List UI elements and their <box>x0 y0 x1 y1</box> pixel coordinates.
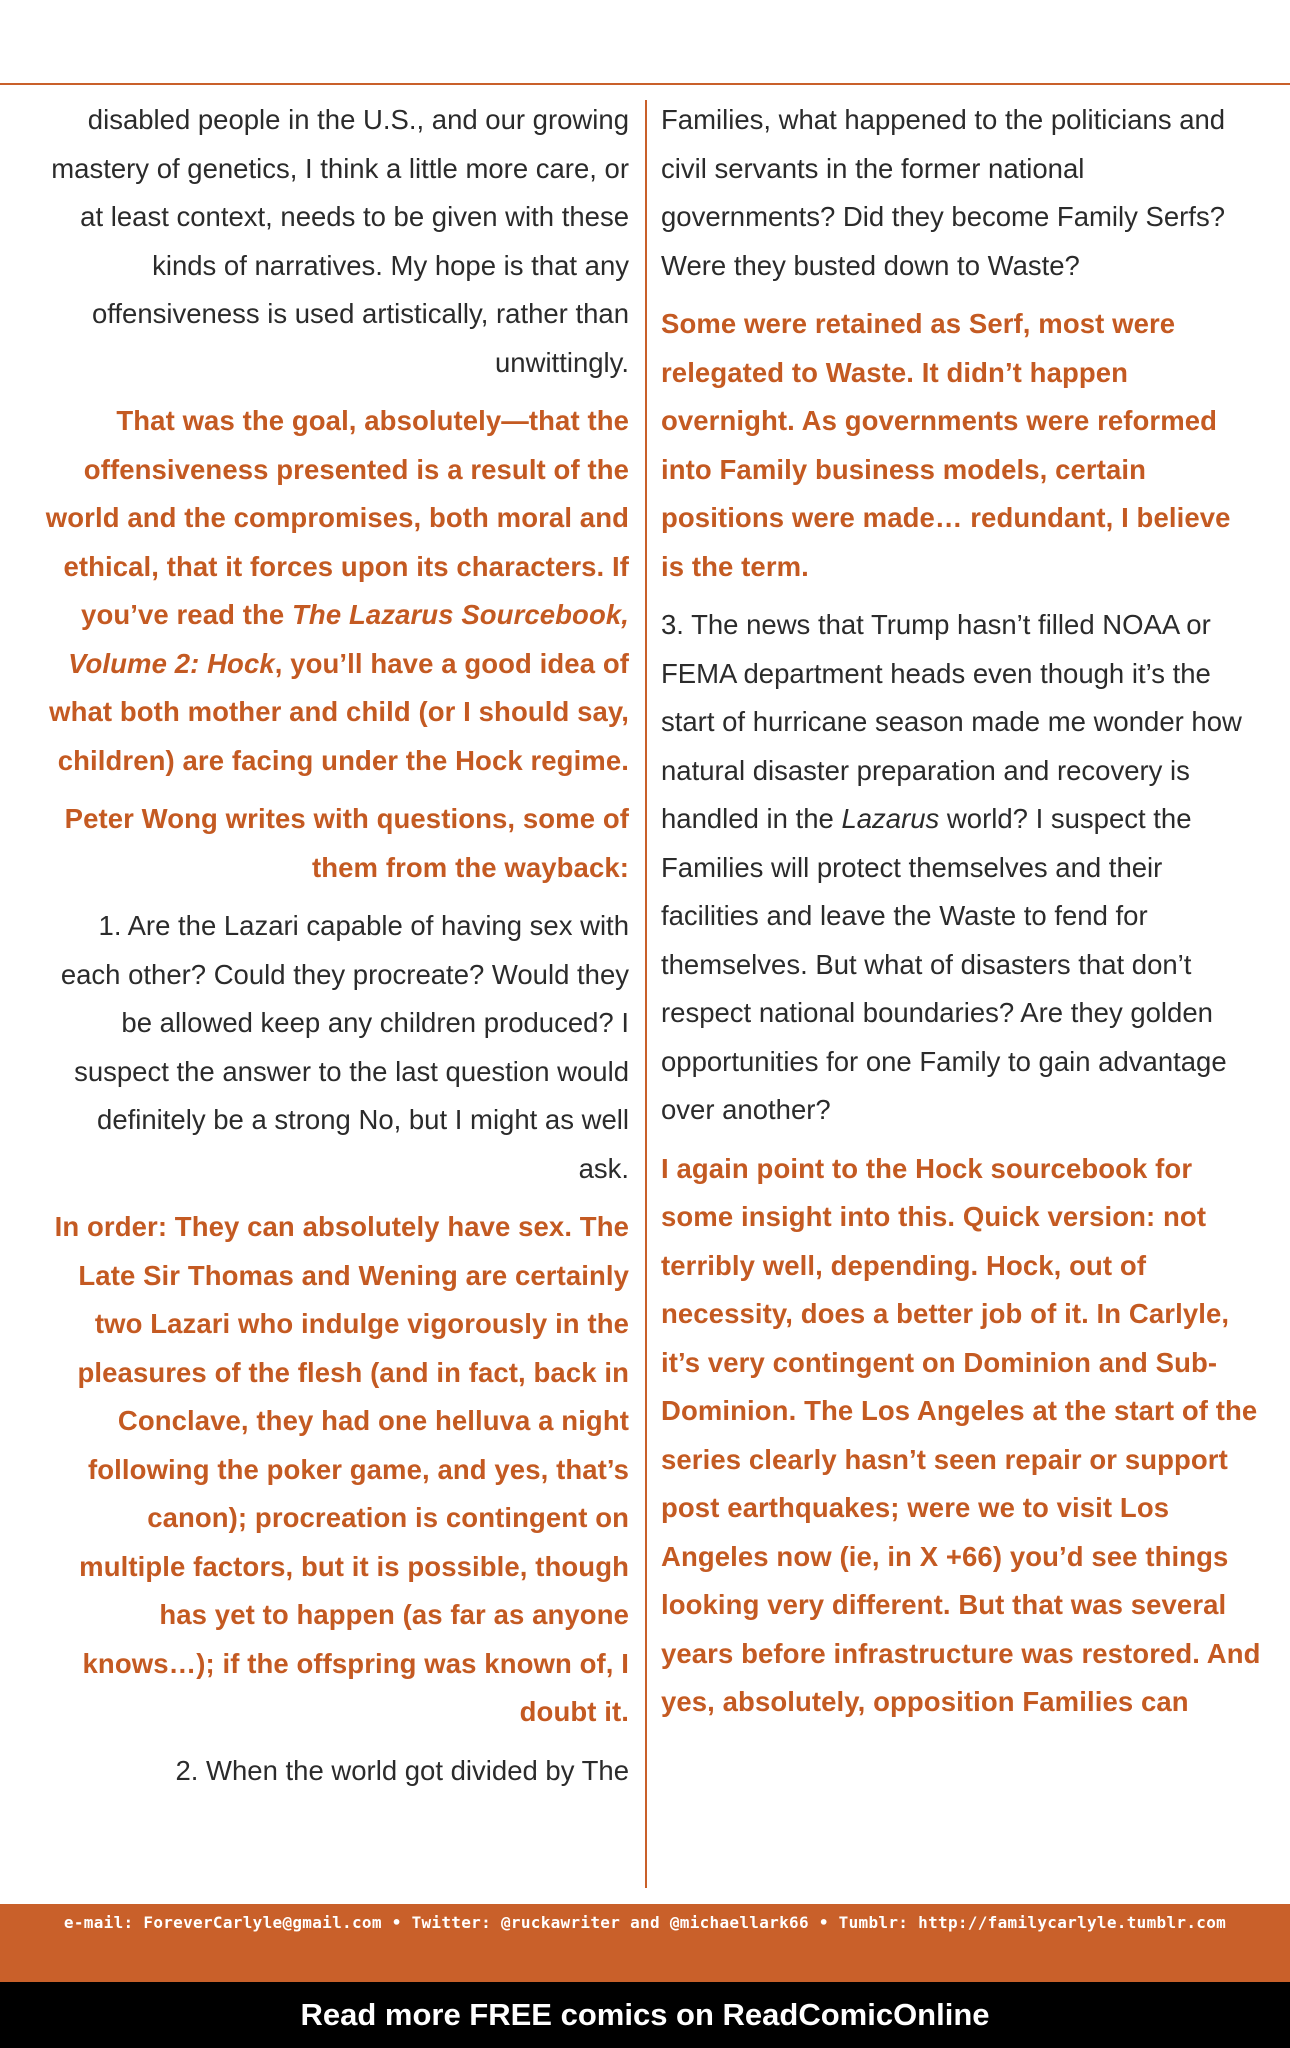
answer-3: I again point to the Hock sourcebook for some insight into this. Quick version: not terribly well, depending. Hock, out of necessity, does a better job of it. In Carlyle, it’s very contingent on Dominion and Sub-Dominion. The Los Angeles at the start of the series clearly hasn’t seen repair or support post earthquakes; were we to visit Los Angeles now (ie, in X +66) you’d see things looking very different. But that was several years before infrastructure was restored. And yes, absolutely, opposition Families can <box>661 1152 1261 1717</box>
right-column <box>661 96 1261 1737</box>
question-2-start: 2. When the world got divided by The <box>175 1754 629 1786</box>
banner-text[interactable]: Read more FREE comics on ReadComicOnline <box>300 1997 990 2032</box>
reader-letter-end: disabled people in the U.S., and our growing mastery of genetics, I think a little more care, or at least context, needs to be given with these kinds of narratives. My hope is that any offensiveness is used artistically, rather than unwittingly. <box>51 104 629 378</box>
question-3-start: 3. The news that Trump hasn’t filled NOAA or FEMA department heads even though it’s the start of hurricane season made me wonder how natural disaster preparation and recovery is handled in the <box>661 609 1242 834</box>
left-column <box>44 96 629 1805</box>
readcomiconline-banner[interactable] <box>0 1982 1290 2048</box>
answer-text-start: That was the goal, absolutely—that the offensiveness presented is a result of the world and the compromises, both moral and ethical, that it forces upon its characters. If you’ve read the <box>45 405 629 630</box>
question-3 <box>661 601 1261 1135</box>
sourcebook-title: The Lazarus Sourcebook, Volume 2: Hock <box>68 599 629 679</box>
answer-2: Some were retained as Serf, most were relegated to Waste. It didn’t happen overnight. As governments were reformed into Family business models, certain positions were made… redundant, I believe is the term. <box>661 308 1231 582</box>
question-1: 1. Are the Lazari capable of having sex with each other? Could they procreate? Would they be allowed keep any children produced? I suspect the answer to the last question would definitely be a strong No, but I might as well ask. <box>60 910 629 1184</box>
column-divider <box>645 100 647 1888</box>
answer-paragraph <box>44 397 629 785</box>
answer-1: In order: They can absolutely have sex. The Late Sir Thomas and Wening are certainly two Lazari who indulge vigorously in the pleasures of the flesh (and in fact, back in Conclave, they had one helluva a night following the poker game, and yes, that’s canon); procreation is contingent on multiple factors, but it is possible, though has yet to happen (as far as anyone knows…); if the offspring was known of, I doubt it. <box>54 1211 629 1727</box>
series-title: Lazarus <box>841 803 940 834</box>
letter-intro: Peter Wong writes with questions, some of them from the wayback: <box>64 803 629 883</box>
question-3-end: world? I suspect the Families will protect themselves and their facilities and leave the Waste to fend for themselves. But what of disasters that don’t respect national boundaries? Are they golden opportunities for one Family to gain advantage over another? <box>661 803 1227 1125</box>
answer-text-end: , you’ll have a good idea of what both mother and child (or I should say, children) are facing under the Hock regime. <box>49 647 629 776</box>
footer-contact: e-mail: ForeverCarlyle@gmail.com • Twitter: @ruckawriter and @michaellark66 • Tumblr: http://familycarlyle.tumblr.com <box>63 1913 1227 1932</box>
top-rule <box>0 83 1290 85</box>
footer-bar <box>0 1904 1290 1982</box>
question-2-end: Families, what happened to the politicians and civil servants in the former national governments? Did they become Family Serfs? Were they busted down to Waste? <box>661 104 1226 281</box>
